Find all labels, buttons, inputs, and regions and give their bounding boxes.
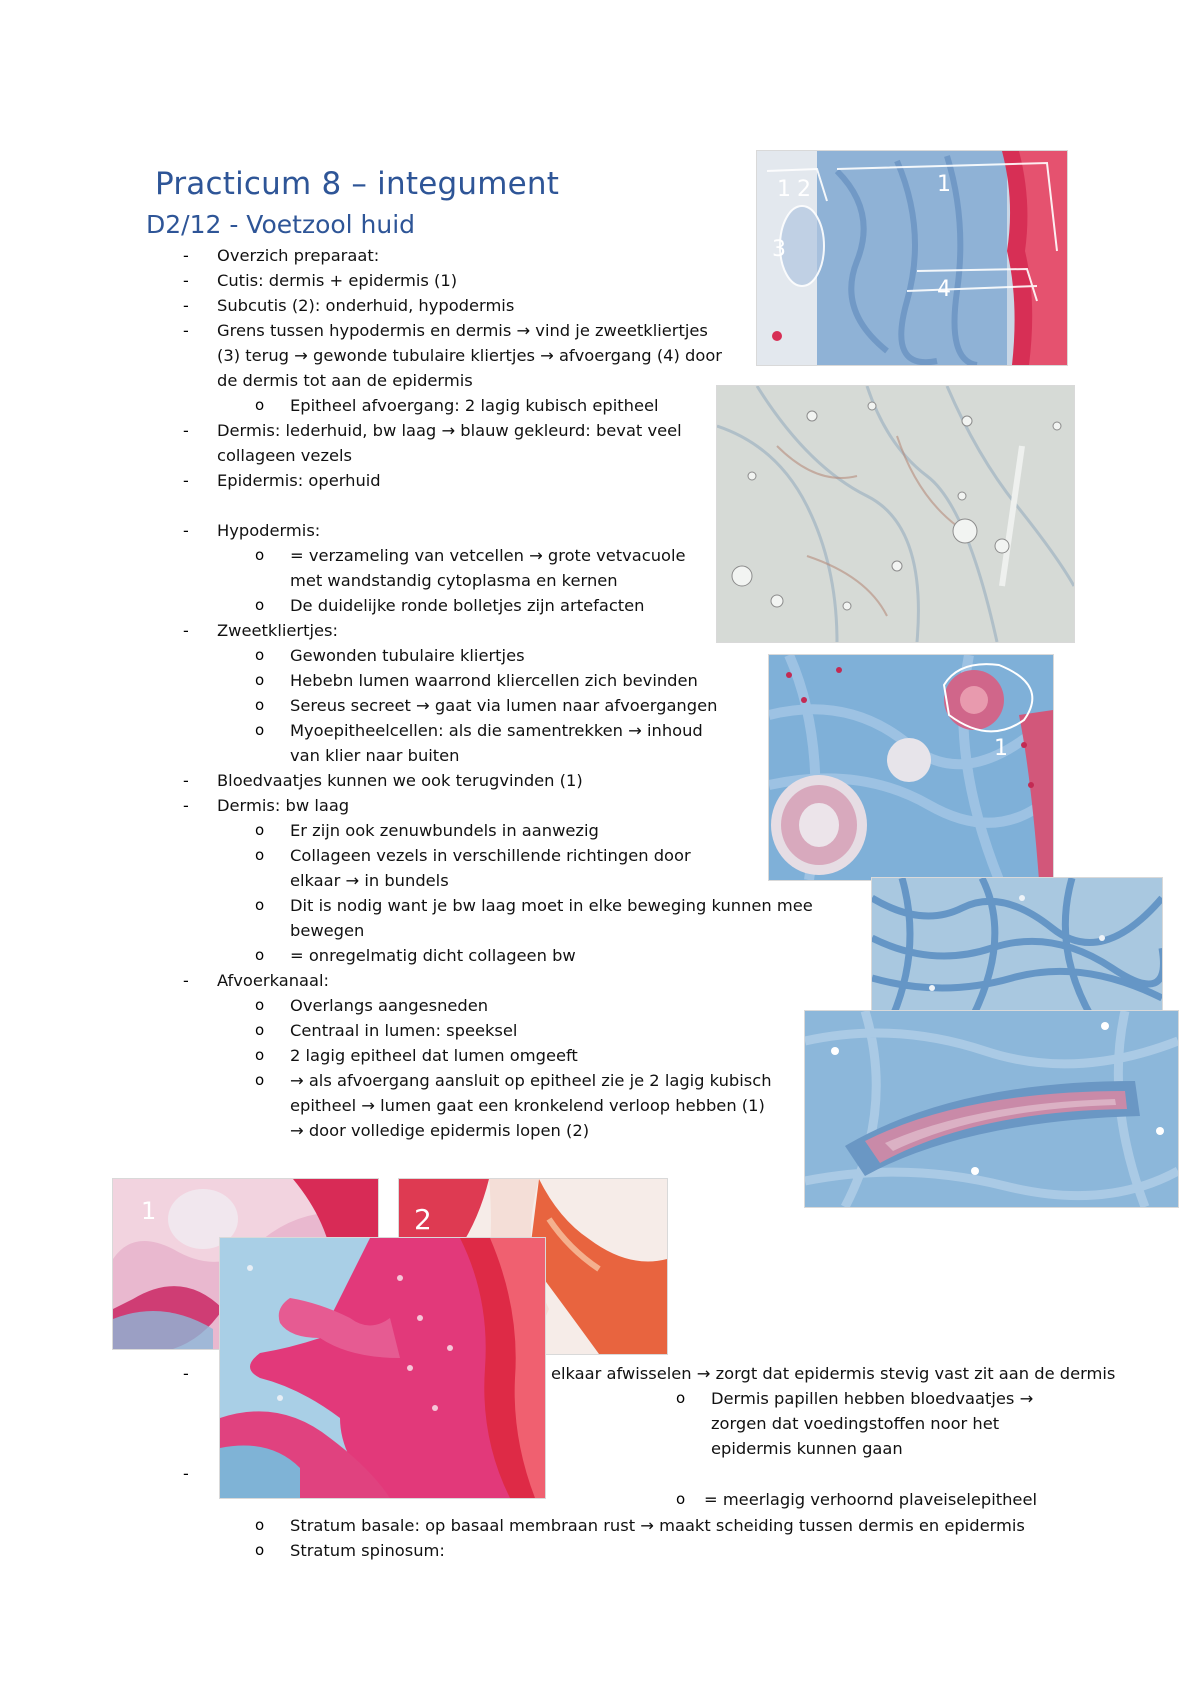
fig8-label-2: 2 [414,1203,432,1236]
text-line: = meerlagig verhoornd plaveiselepitheel [704,1490,1037,1509]
fig1-label-2: 2 [797,177,811,202]
text-line: Cutis: dermis + epidermis (1) [217,271,458,290]
text-line: (3) terug → gewonde tubulaire kliertjes → afvoergang (4) door [217,346,723,365]
text-line: elkaar afwisselen → zorgt dat epidermis stevig vast zit aan de dermis [551,1364,1116,1383]
dermis-micrograph [871,877,1163,1019]
text-line: → als afvoergang aansluit op epitheel zie je 2 lagig kubisch [290,1071,772,1090]
text-line: = verzameling van vetcellen → grote vetvacuole [290,546,686,565]
dash-bullet: - [183,421,189,440]
text-line: Sereus secreet → gaat via lumen naar afvoergangen [290,696,718,715]
text-line: Collageen vezels in verschillende richtingen door [290,846,691,865]
o-bullet: o [255,671,265,689]
dash-bullet: - [183,296,189,315]
o-bullet: o [255,1071,265,1089]
dash-bullet: - [183,971,189,990]
o-bullet: o [255,946,265,964]
dash-bullet: - [183,771,189,790]
text-line: Dermis: bw laag [217,796,350,815]
text-line: collageen vezels [217,446,353,465]
text-line: Grens tussen hypodermis en dermis → vind je zweetkliertjes [217,321,708,340]
text-line: Overzich preparaat: [217,246,380,265]
dash-bullet: - [183,246,189,265]
dash-bullet: - [183,471,189,490]
dash-bullet: - [183,621,189,640]
o-bullet: o [255,821,265,839]
text-line: Myoepitheelcellen: als die samentrekken → inhoud [290,721,703,740]
duct-micrograph [804,1010,1179,1208]
dash-bullet: - [183,1364,189,1383]
text-line: met wandstandig cytoplasma en kernen [290,571,618,590]
text-line: epidermis kunnen gaan [711,1439,903,1458]
text-line: → door volledige epidermis lopen (2) [290,1121,590,1140]
text-line: Dit is nodig want je bw laag moet in elke beweging kunnen mee [290,896,813,915]
text-line: Bloedvaatjes kunnen we ook terugvinden (1) [217,771,583,790]
o-bullet: o [255,846,265,864]
text-line: Hebebn lumen waarrond kliercellen zich bevinden [290,671,698,690]
o-bullet: o [255,596,265,614]
text-line: Epidermis: operhuid [217,471,381,490]
text-line: Epitheel afvoergang: 2 lagig kubisch epitheel [290,396,659,415]
hypodermis-micrograph [716,385,1075,643]
text-line: epitheel → lumen gaat een kronkelend verloop hebben (1) [290,1096,765,1115]
fig1-label-3: 3 [772,237,786,262]
o-bullet: o [255,696,265,714]
o-bullet: o [255,1046,265,1064]
o-bullet: o [255,546,265,564]
o-bullet: o [676,1490,686,1508]
text-line: Subcutis (2): onderhuid, hypodermis [217,296,515,315]
text-line: Afvoerkanaal: [217,971,329,990]
o-bullet: o [255,1021,265,1039]
fig1-label-4: 4 [937,277,951,302]
text-line: Zweetkliertjes: [217,621,338,640]
fig3-label-1: 1 [994,736,1008,761]
dash-bullet: - [183,271,189,290]
text-line: Dermis: lederhuid, bw laag → blauw gekleurd: bevat veel [217,421,682,440]
o-bullet: o [676,1389,686,1407]
o-bullet: o [255,1516,265,1534]
text-line: Er zijn ook zenuwbundels in aanwezig [290,821,599,840]
text-line: Stratum spinosum: [290,1541,445,1560]
fig1-label-1a: 1 [777,177,791,202]
text-line: Overlangs aangesneden [290,996,489,1015]
section-heading: D2/12 - Voetzool huid [146,210,416,239]
page-title: Practicum 8 – integument [155,166,560,202]
o-bullet: o [255,896,265,914]
dash-bullet: - [183,1464,189,1483]
text-line: Stratum basale: op basaal membraan rust → maakt scheiding tussen dermis en epidermis [290,1516,1025,1535]
o-bullet: o [255,396,265,414]
text-line: = onregelmatig dicht collageen bw [290,946,576,965]
text-line: Hypodermis: [217,521,321,540]
text-line: De duidelijke ronde bolletjes zijn artefacten [290,596,645,615]
text-line: zorgen dat voedingstoffen noor het [711,1414,1000,1433]
text-line: de dermis tot aan de epidermis [217,371,473,390]
o-bullet: o [255,721,265,739]
text-line: Centraal in lumen: speeksel [290,1021,518,1040]
o-bullet: o [255,1541,265,1559]
fig7-label-1: 1 [141,1197,157,1225]
o-bullet: o [255,996,265,1014]
text-line: Dermis papillen hebben bloedvaatjes → [711,1389,1034,1408]
text-line: elkaar → in bundels [290,871,449,890]
text-line: Gewonden tubulaire kliertjes [290,646,525,665]
dash-bullet: - [183,521,189,540]
text-line: 2 lagig epitheel dat lumen omgeeft [290,1046,578,1065]
overview-micrograph [756,150,1068,366]
text-line: van klier naar buiten [290,746,460,765]
dash-bullet: - [183,321,189,340]
epidermis-micrograph-large [219,1237,546,1499]
sweat-gland-micrograph [768,654,1054,881]
o-bullet: o [255,646,265,664]
dash-bullet: - [183,796,189,815]
fig1-label-1b: 1 [937,172,951,197]
text-line: bewegen [290,921,365,940]
